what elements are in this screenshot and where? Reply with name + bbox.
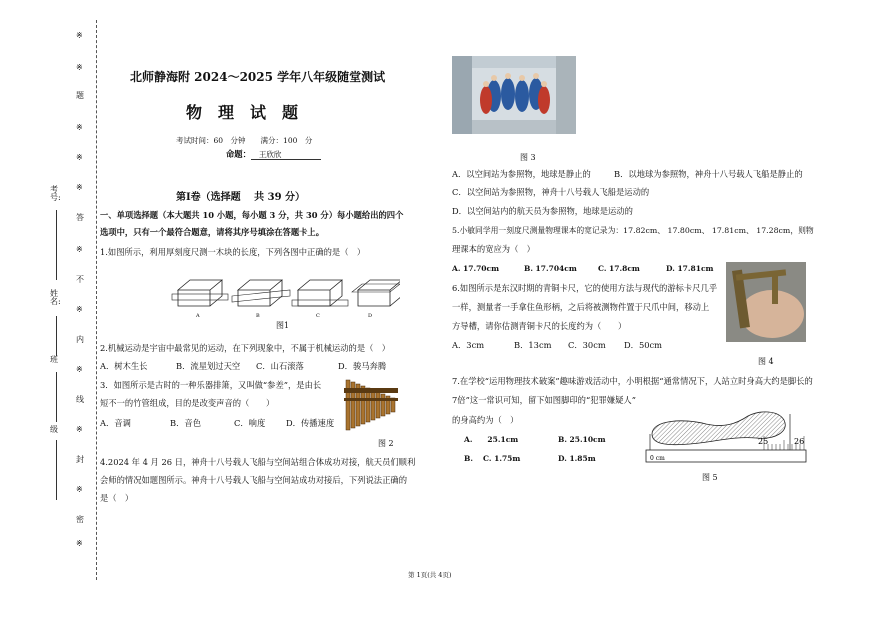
q6-option-a: A．3cm [452, 340, 485, 350]
fig1-label-c: C [316, 313, 320, 319]
q4-text-3: 是（ ） [100, 493, 134, 503]
q3-text-2: 短不一的竹管组成，目的是改变声音的（ ） [100, 398, 275, 408]
gutter-sym: ※ [76, 365, 83, 374]
q5-option-a: A. 17.70cm [452, 264, 500, 273]
q7-text-2: 7倍”这一常识可知，留下如图脚印的“犯罪嫌疑人” [452, 395, 636, 405]
figure-4-caption: 图 4 [758, 357, 774, 366]
q4-option-d: D．以空间站内的航天员为参照物，地球是运动的 [452, 206, 633, 216]
q5-text-2: 理课本的宽应为（ ） [452, 244, 535, 254]
author-name: 王欣欣 [251, 150, 321, 160]
q7-option-d: D. 1.85m [558, 454, 596, 463]
q5-option-b: B. 17.704cm [524, 264, 577, 273]
fig1-label-d: D [368, 313, 373, 319]
ruler-mark-26: 26 [794, 437, 805, 446]
gutter-char: 内 [76, 335, 84, 344]
gutter-sym: ※ [76, 183, 83, 192]
figure-1-rulers [170, 270, 400, 320]
q7-text-1: 7.在学校“运用物理技术破案”趣味游戏活动中，小明根据“通常情况下，人站立时身高大约是脚长的 [452, 376, 813, 386]
figure-1-caption: 图1 [276, 321, 290, 330]
gutter-sym: ※ [76, 305, 83, 314]
gutter-char: 封 [76, 455, 84, 464]
gutter-sym: ※ [76, 425, 83, 434]
section1-instruction-2: 选项中，只有一个最符合题意，请将其序号填涂在答题卡上。 [100, 227, 325, 237]
q6-text-1: 6.如图所示是东汉时期的青铜卡尺，它的使用方法与现代的游标卡尺几乎 [452, 283, 718, 293]
figure-3-space-station-photo [452, 56, 576, 134]
q6-text-3: 方导槽，请你估测青铜卡尺的长度约为（ ） [452, 321, 627, 331]
q5-text-1: 5.小敏同学用一刻度尺测量物理课本的宽记录为：17.82cm、 17.80cm、 17.81cm、 17.28cm，则物 [452, 226, 814, 235]
figure-5-caption: 图 5 [702, 473, 718, 482]
q7-option-b: B. 25.10cm [558, 435, 606, 444]
school-title: 北师静海附 2024～2025 学年八年级随堂测试 [130, 70, 386, 84]
gutter-char: 密 [76, 515, 84, 524]
ruler-zero: 0 cm [650, 455, 665, 462]
gutter-sym: ※ [76, 485, 83, 494]
section1-instruction-1: 一、单项选择题（本大题共 10 小题，每小题 3 分，共 30 分）每小题给出的四个 [100, 210, 404, 220]
fig1-option-b [232, 280, 290, 306]
figure-5-footprint-ruler [644, 410, 810, 466]
gutter-sym: ※ [76, 63, 83, 72]
author-label: 命题： [226, 149, 251, 159]
q3-option-c: C．响度 [234, 418, 266, 428]
q2-option-c: C．山石滚落 [256, 361, 304, 371]
figure-2-panpipe [344, 376, 402, 432]
fig1-label-b: B [256, 313, 260, 319]
part1-heading: 第Ⅰ卷（选择题 共 39 分） [176, 192, 306, 203]
q4-text-2: 会师的情况如题图所示。神舟十八号载人飞船与空间站成功对接后，下列说法正确的 [100, 475, 407, 485]
grade-line [56, 440, 57, 500]
grade-label: 级 [50, 425, 58, 434]
q4-option-b: B．以地球为参照物，神舟十八号载人飞船是静止的 [614, 169, 803, 179]
q3-option-b: B．音色 [170, 418, 201, 428]
q2-option-b: B．流星划过天空 [176, 361, 241, 371]
q7-text-3: 的身高约为（ ） [452, 415, 519, 425]
gutter-char: 题 [76, 91, 84, 100]
exam-info: 考试时间：60 分钟 满分：100 分 [176, 136, 313, 145]
page-number: 第 1页(共 4页) [408, 571, 452, 579]
ruler-mark-25: 25 [758, 437, 769, 446]
name-label: 姓名: [50, 289, 61, 306]
q5-option-c: C. 17.8cm [598, 264, 640, 273]
figure-3-caption: 图 3 [520, 153, 536, 162]
figure-2-caption: 图 2 [378, 439, 394, 448]
class-line [56, 372, 57, 422]
q6-option-b: B．13cm [514, 340, 552, 350]
q5-option-d: D. 17.81cm [666, 264, 714, 273]
q6-option-c: C．30cm [568, 340, 606, 350]
fig1-label-a: A [196, 313, 200, 319]
figure-4-bronze-caliper-photo [726, 262, 806, 342]
gutter-sym: ※ [76, 539, 83, 548]
binding-line [96, 20, 97, 580]
q3-option-d: D．传播速度 [286, 418, 335, 428]
q7-option-a: A. 25.1cm [464, 435, 519, 444]
name-line [56, 316, 57, 356]
subject-title: 物 理 试 题 [186, 103, 299, 122]
gutter-char: 不 [76, 275, 84, 284]
q2-text: 2.机械运动是宇宙中最常见的运动，在下列现象中，不属于机械运动的是（ ） [100, 343, 391, 353]
q3-text-1: 3．如图所示是古时的一种乐器排箫，又叫做“参差”，是由长 [100, 380, 322, 390]
fig1-option-a [172, 280, 228, 306]
candidate-number-label: 考号: [50, 185, 61, 202]
gutter-sym: ※ [76, 153, 83, 162]
fig1-option-c [292, 280, 348, 306]
q6-option-d: D．50cm [624, 340, 663, 350]
q2-option-d: D．骏马奔腾 [338, 361, 387, 371]
q3-option-a: A．音调 [100, 418, 131, 428]
q1-text: 1.如图所示，利用厚刻度尺测一木块的长度，下列各图中正确的是（ ） [100, 247, 366, 257]
fig1-option-d [352, 280, 400, 306]
candidate-number-line [56, 210, 57, 280]
q4-option-a: A．以空间站为参照物，地球是静止的 [452, 169, 591, 179]
author-line [226, 150, 321, 160]
gutter-char: 线 [76, 395, 84, 404]
q6-text-2: 一样，测量者一手拿住鱼形柄，之后将被测物件置于尺爪中间，移动上 [452, 302, 710, 312]
q4-text-1: 4.2024 年 4 月 26 日，神舟十八号载人飞船与空间站组合体成功对接，航天员们顺利 [100, 457, 416, 467]
q2-option-a: A．树木生长 [100, 361, 148, 371]
q7-option-c: B. C. 1.75m [464, 454, 521, 463]
gutter-char: 答 [76, 213, 84, 222]
class-label: 班 [50, 355, 58, 364]
gutter-sym: ※ [76, 31, 83, 40]
q4-option-c: C．以空间站为参照物，神舟十八号载人飞船是运动的 [452, 187, 650, 197]
gutter-sym: ※ [76, 123, 83, 132]
gutter-sym: ※ [76, 245, 83, 254]
